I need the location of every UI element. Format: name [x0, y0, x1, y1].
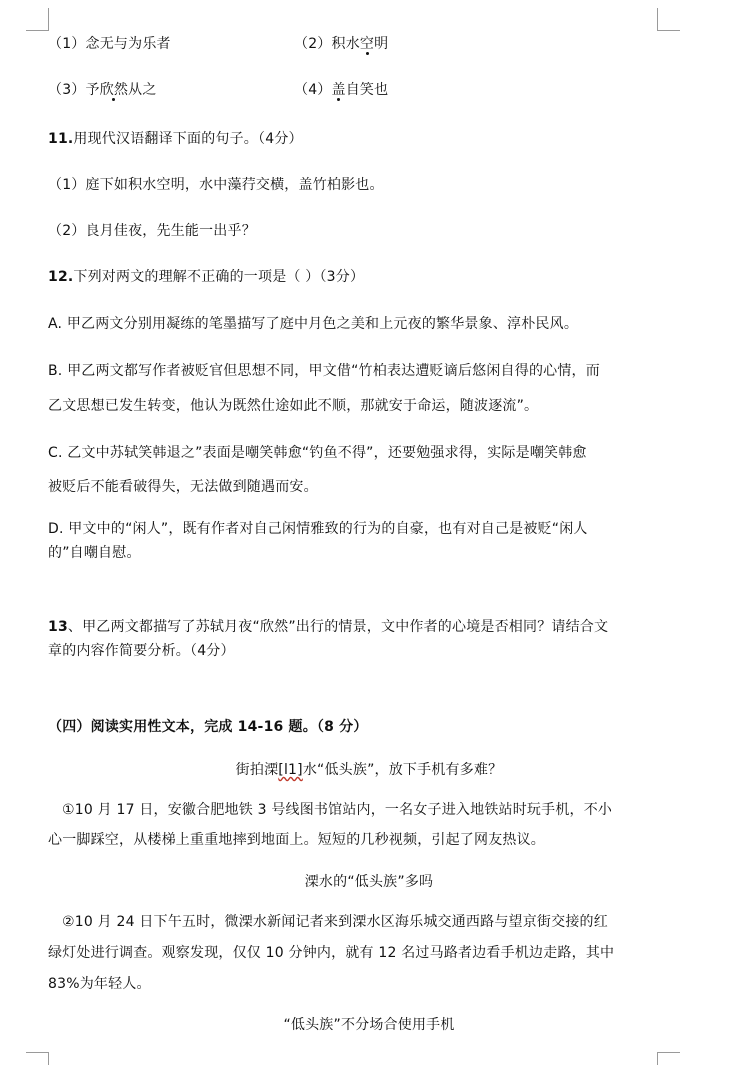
q13-line-1: 13、甲乙两文都描写了苏轼月夜“欣然”出行的情景，文中作者的心境是否相同？请结合文	[48, 619, 609, 635]
q13-line-2: 章的内容作简要分析。（4分）	[48, 643, 235, 659]
paragraph-2-line-3: 83%为年轻人。	[48, 976, 151, 992]
page-corner-mark	[657, 1052, 680, 1065]
q10-item-2: （2）积水空明	[294, 36, 389, 52]
q10-row-1	[48, 34, 389, 54]
q11-sentence-1: （1）庭下如积水空明，水中藻荇交横，盖竹柏影也。	[48, 177, 384, 193]
q12-option-d-line2: 的”自嘲自慰。	[48, 545, 141, 561]
q12-option-b-line1: B. 甲乙两文都写作者被贬官但思想不同，甲文借“竹柏表达遭贬谪后悠闲自得的心情，而	[48, 363, 600, 379]
q11-sentence-2: （2）良月佳夜，先生能一出乎？	[48, 223, 256, 239]
q10-row-2	[48, 80, 389, 100]
subheading-2: “低头族”不分场合使用手机	[283, 1017, 455, 1033]
paragraph-1-line-2: 心一脚踩空，从楼梯上重重地摔到地面上。短短的几秒视频，引起了网友热议。	[48, 832, 545, 848]
comment-marker: [l1]	[278, 762, 303, 778]
emphasis-dot-char: 盖	[331, 82, 346, 98]
paragraph-2-line-2: 绿灯处进行调查。观察发现，仅仅 10 分钟内，就有 12 名过马路者边看手机边走路，其中	[48, 945, 615, 961]
page-corner-mark	[26, 8, 49, 31]
q12-title: 12.下列对两文的理解不正确的一项是（ ）（3分）	[48, 269, 365, 285]
q12-option-a: A. 甲乙两文分别用凝练的笔墨描写了庭中月色之美和上元夜的繁华景象、淳朴民风。	[48, 316, 579, 332]
paragraph-2-line-1: ②10 月 24 日下午五时，微溧水新闻记者来到溧水区海乐城交通西路与望京街交接的红	[62, 914, 608, 930]
q10-item-1: （1）念无与为乐者	[48, 36, 171, 52]
q12-option-d-line1: D. 甲文中的“闲人”，既有作者对自己闲情雅致的行为的自豪，也有对自己是被贬“闲人	[48, 521, 588, 537]
q12-option-b-line2: 乙文思想已发生转变，他认为既然仕途如此不顺，那就安于命运，随波逐流”。	[48, 398, 539, 414]
q12-option-c-line1: C. 乙文中苏轼笑韩退之”表面是嘲笑韩愈“钓鱼不得”，还要勉强求得，实际是嘲笑韩愈	[48, 445, 587, 461]
paragraph-1-line-1: ①10 月 17 日，安徽合肥地铁 3 号线图书馆站内，一名女子进入地铁站时玩手机，不小	[62, 802, 613, 818]
q12-option-c-line2: 被贬后不能看破得失，无法做到随遇而安。	[48, 479, 318, 495]
emphasis-dot-char: 欣然	[99, 82, 129, 98]
page-corner-mark	[657, 8, 680, 31]
subheading-1: 溧水的“低头族”多吗	[304, 874, 434, 890]
q11-title: 11.用现代汉语翻译下面的句子。（4分）	[48, 131, 303, 147]
page-corner-mark	[26, 1052, 49, 1065]
emphasis-dot-char: 空	[359, 36, 375, 52]
q10-item-4: （4）盖自笑也	[294, 82, 389, 98]
q10-item-3: （3）予欣然从之	[48, 82, 157, 98]
section-4-heading: （四）阅读实用性文本，完成 14-16 题。（8 分）	[48, 719, 368, 735]
article-title: 街拍溧[l1]水“低头族”，放下手机有多难？	[235, 762, 503, 778]
